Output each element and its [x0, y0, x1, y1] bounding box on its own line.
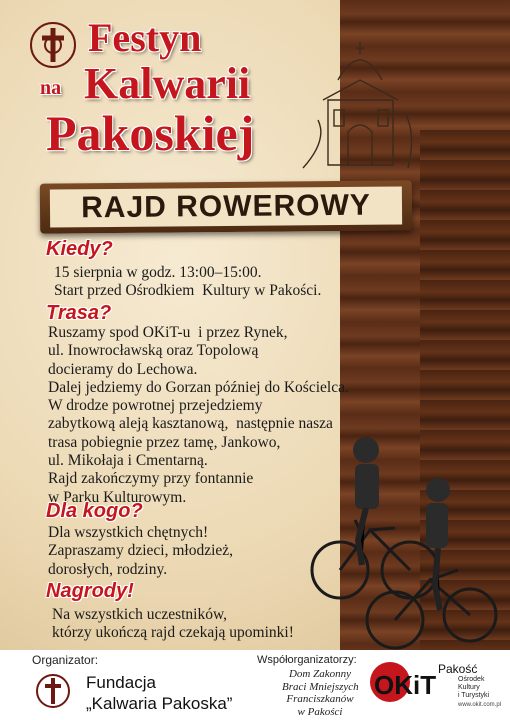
- okit-logo-text: OKiT: [374, 670, 437, 700]
- event-banner: [40, 180, 412, 233]
- convent-name: Dom Zakonny Braci Mniejszych Franciszkanów w Pakości: [282, 668, 359, 718]
- okit-city: Pakość: [438, 662, 478, 676]
- okit-url: www.okit.com.pl: [458, 702, 502, 708]
- heading-trasa: Trasa?: [46, 302, 112, 324]
- text-trasa: Ruszamy spod OKiT-u i przez Rynek, ul. Inowrocławską oraz Topolową docieramy do Lechowa. Dalej jedziemy do Gorzan później do Kościelca. W drodze powrotnej przejedziemy zabytkową aleją kasztanową, następnie nasza trasa pobiegnie przez tamę, Jankowo, ul. Mikołaja i Cmentarną. Rajd zakończymy przy fontannie w Parku Kulturowym.: [48, 324, 349, 506]
- title-na: na: [40, 77, 62, 99]
- cyclists-illustration: [300, 420, 500, 650]
- text-nagrody: Na wszystkich uczestników, którzy ukończą rajd czekają upominki!: [52, 606, 294, 642]
- heading-kiedy: Kiedy?: [46, 238, 113, 260]
- title-festyn: Festyn: [88, 15, 202, 60]
- chapel-sketch-illustration: [298, 40, 418, 170]
- kalwaria-pakoska-small-logo: [30, 668, 76, 714]
- banner-title: RAJD ROWEROWY: [81, 188, 371, 225]
- organizer-label: Organizator:: [32, 653, 99, 667]
- coorganizers-label: Współorganizatorzy:: [257, 654, 357, 666]
- kalwaria-pakoska-logo: [22, 14, 84, 76]
- organizer-name: Fundacja „Kalwaria Pakoska”: [86, 673, 233, 713]
- text-dla-kogo: Dla wszystkich chętnych! Zapraszamy dzieci, młodzież, dorosłych, rodziny.: [48, 524, 234, 578]
- title-kalwarii: Kalwarii: [84, 59, 251, 108]
- okit-subtitle: Ośrodek Kultury i Turystyki: [458, 676, 490, 699]
- okit-logo: [370, 662, 437, 712]
- heading-nagrody: Nagrody!: [46, 580, 134, 602]
- text-kiedy: 15 sierpnia w godz. 13:00–15:00. Start przed Ośrodkiem Kultury w Pakości.: [54, 264, 322, 300]
- heading-dla-kogo: Dla kogo?: [46, 500, 143, 522]
- title-pakoskiej: Pakoskiej: [46, 105, 255, 161]
- banner-board: [50, 186, 402, 227]
